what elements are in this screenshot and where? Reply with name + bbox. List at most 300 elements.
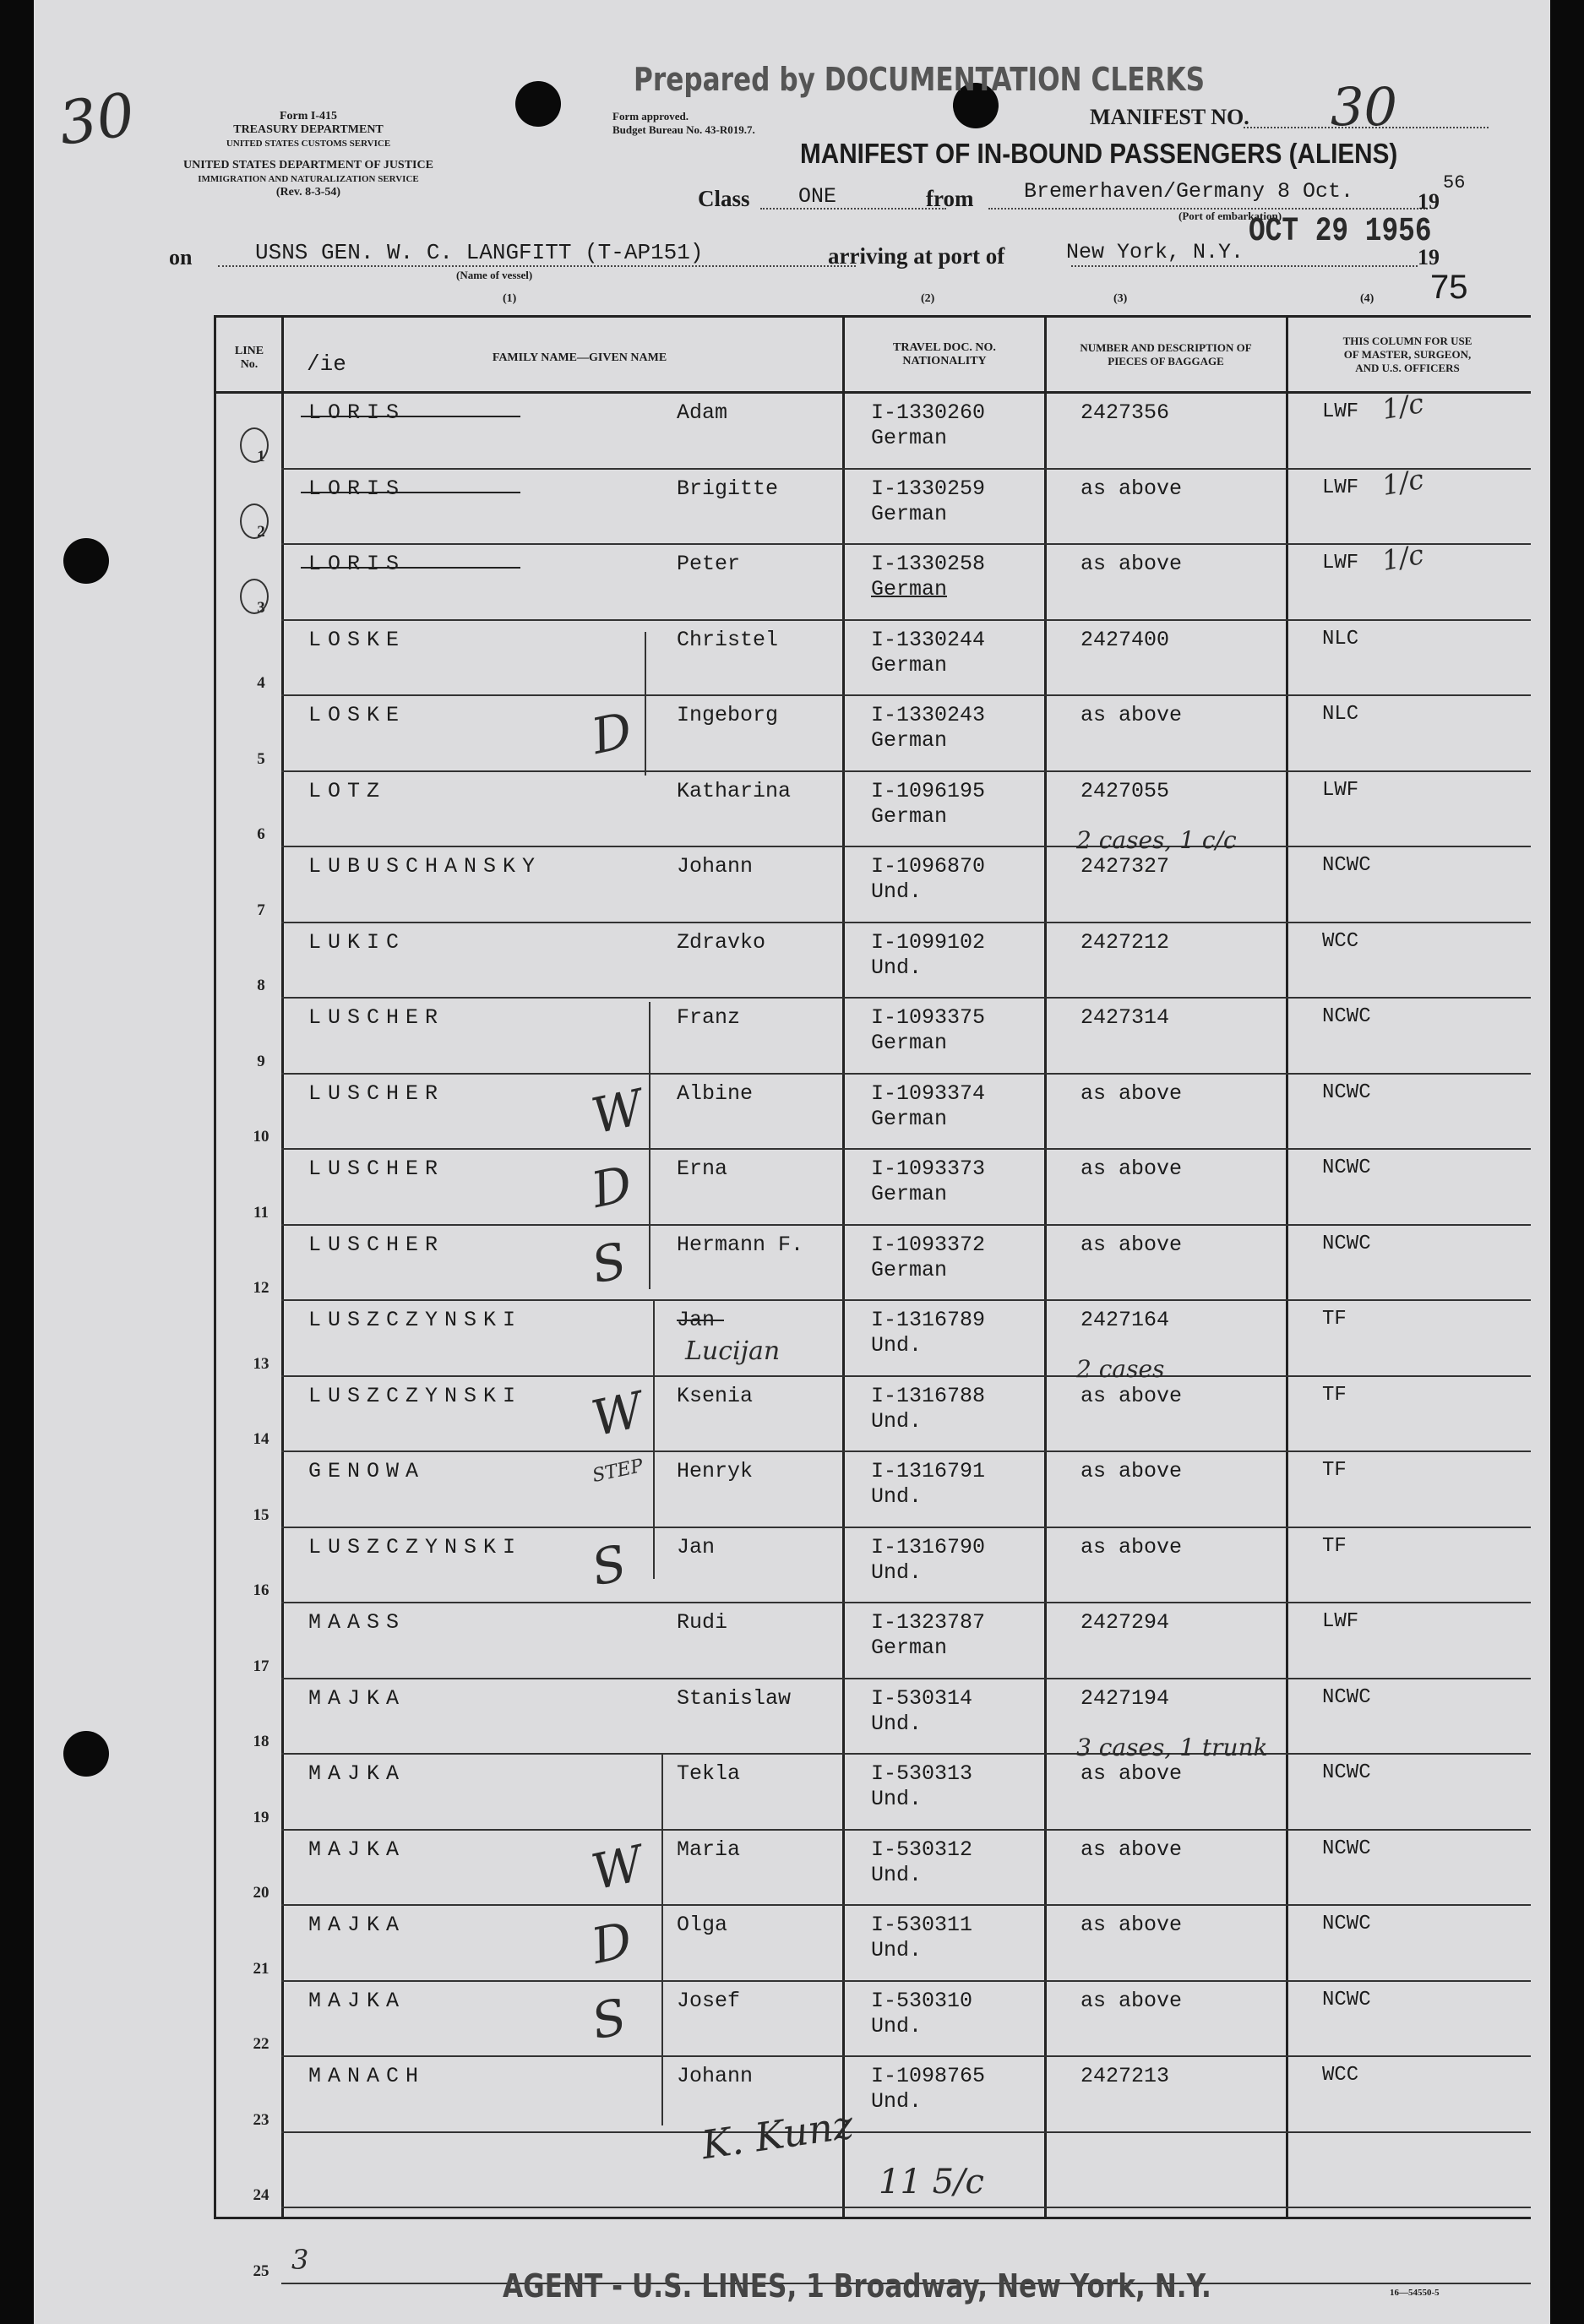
table-row (216, 1226, 1531, 1302)
handwritten-given-name: Lucijan (685, 1336, 781, 1366)
officer-code: NCWC (1322, 1685, 1371, 1709)
line-number: 17 (253, 1657, 269, 1675)
family-name: LUSZCZYNSKI (308, 1534, 523, 1559)
nationality-strike (871, 596, 947, 597)
header-officers-2: OF MASTER, SURGEON, (1343, 348, 1472, 361)
baggage: 2427164 (1080, 1308, 1170, 1332)
table-row (216, 2133, 1531, 2209)
line-number-circle (240, 579, 269, 614)
print-code: 16—54550-5 (1390, 2288, 1440, 2298)
travel-doc-number: I-530311 (871, 1913, 973, 1937)
family-name: GENOWA (308, 1459, 426, 1483)
given-name: Brigitte (677, 476, 779, 501)
table-row (216, 999, 1531, 1075)
given-name: Katharina (677, 778, 792, 803)
baggage: as above (1080, 1913, 1183, 1937)
nationality: Und. (871, 1711, 923, 1736)
travel-doc-number: I-1098765 (871, 2064, 986, 2088)
form-number: Form I-415 (279, 110, 338, 122)
strike-through (301, 567, 520, 569)
travel-doc-cell (871, 1989, 972, 2039)
nationality: German (871, 728, 948, 753)
travel-doc-cell (871, 703, 985, 754)
line-number: 20 (253, 1884, 269, 1902)
family-name: LOSKE (308, 703, 406, 727)
travel-doc-number: I-1330258 (871, 552, 986, 576)
table-row (216, 1301, 1531, 1383)
baggage: as above (1080, 1988, 1183, 2013)
family-name: MAASS (308, 1610, 406, 1635)
baggage: as above (1080, 1080, 1183, 1106)
family-name: LUSZCZYNSKI (308, 1308, 523, 1332)
form-ins: IMMIGRATION AND NATURALIZATION SERVICE (198, 174, 419, 184)
baggage: as above (1080, 1761, 1183, 1786)
travel-doc-number: I-530314 (871, 1685, 973, 1711)
header-officers-3: AND U.S. OFFICERS (1355, 362, 1460, 374)
baggage: as above (1080, 1837, 1183, 1862)
travel-doc-number: I-1096195 (871, 778, 986, 803)
nationality: Und. (871, 1408, 923, 1434)
table-row (216, 772, 1531, 854)
year-suffix: 56 (1443, 172, 1466, 193)
line-number: 3 (257, 598, 265, 617)
travel-doc-number: I-530312 (871, 1837, 973, 1862)
family-name: MAJKA (308, 1913, 406, 1937)
baggage: as above (1080, 703, 1183, 727)
manifest-page (34, 0, 1550, 2324)
nationality: German (871, 1182, 948, 1206)
handwritten-family-mark: W (586, 1834, 649, 1901)
travel-doc-cell (871, 1837, 972, 1888)
line-number: 13 (253, 1354, 269, 1373)
given-name: Tekla (677, 1761, 741, 1786)
strike-through (301, 416, 520, 417)
travel-doc-number: I-1099102 (871, 929, 986, 955)
line-number: 23 (253, 2110, 269, 2129)
form-block-2 (161, 159, 456, 199)
header-officers-1: THIS COLUMN FOR USE (1342, 335, 1472, 347)
table-row (216, 387, 1531, 470)
strike-through (301, 492, 520, 493)
line-number: 14 (253, 1430, 269, 1448)
arriving-label: arriving at port of (828, 243, 1005, 269)
family-name: MAJKA (308, 1761, 406, 1786)
line-number: 8 (257, 977, 265, 994)
nationality: German (871, 1106, 948, 1131)
travel-doc-number: I-1316791 (871, 1459, 986, 1483)
travel-doc-cell (871, 2064, 985, 2114)
travel-doc-cell (871, 1761, 972, 1812)
header-baggage-2: PIECES OF BAGGAGE (1108, 355, 1224, 367)
nationality: Und. (871, 2089, 923, 2114)
officer-code: NCWC (1322, 1913, 1371, 1935)
col-num-3: (3) (1113, 292, 1128, 305)
given-name: Johann (677, 2064, 754, 2088)
line-number-circle (240, 503, 269, 539)
form-approved-line2: Budget Bureau No. 43-R019.7. (612, 123, 755, 136)
family-name: LUSCHER (308, 1080, 445, 1106)
officer-code: NCWC (1322, 1988, 1371, 2011)
table-row (216, 1906, 1531, 1982)
header-doc-2: NATIONALITY (902, 355, 987, 367)
travel-doc-cell (871, 779, 985, 830)
family-name: LORIS (308, 476, 406, 501)
travel-doc-cell (871, 400, 985, 451)
form-approved (612, 110, 755, 137)
travel-doc-number: I-1316789 (871, 1308, 986, 1332)
given-name: Ingeborg (677, 703, 779, 727)
punch-hole-top-left (515, 81, 561, 127)
given-name: Jan (677, 1308, 716, 1332)
nationality: Und. (871, 2013, 923, 2038)
table-row (216, 1755, 1531, 1831)
handwritten-family-mark: W (586, 1380, 649, 1447)
family-name: LUSCHER (308, 1157, 445, 1181)
line-number: 16 (253, 1581, 269, 1599)
baggage: 2427055 (1080, 778, 1170, 803)
handwritten-family-mark: S (586, 1533, 632, 1597)
table-row (216, 923, 1531, 999)
officer-code: NLC (1322, 627, 1359, 650)
bottom-signature: K. Kunz (699, 2101, 857, 2169)
travel-doc-number: I-1323787 (871, 1610, 986, 1635)
header-name: FAMILY NAME—GIVEN NAME (492, 351, 667, 364)
table-row (216, 538, 1531, 621)
given-name: Olga (677, 1913, 728, 1937)
class-line (760, 208, 946, 210)
handwritten-baggage-note: 3 cases, 1 trunk (1076, 1733, 1268, 1761)
nationality: German (871, 1031, 948, 1055)
officer-code: TF (1322, 1383, 1347, 1407)
handwritten-family-mark: D (586, 700, 638, 766)
officer-code: LWF (1322, 1610, 1359, 1633)
nationality: Und. (871, 1938, 923, 1962)
line-number: 18 (253, 1733, 269, 1750)
travel-doc-cell (871, 1913, 972, 1963)
line-number: 11 (253, 1203, 269, 1222)
line-number-circle (240, 427, 269, 463)
nationality: German (871, 652, 948, 678)
header-doc (848, 341, 1041, 368)
page-title: MANIFEST OF IN-BOUND PASSENGERS (ALIENS) (800, 138, 1398, 169)
travel-doc-cell (871, 552, 985, 602)
prepared-by-stamp: Prepared by DOCUMENTATION CLERKS (634, 61, 1206, 98)
line-number: 19 (253, 1808, 269, 1826)
travel-doc-number: I-1093372 (871, 1232, 986, 1257)
travel-doc-cell (871, 628, 985, 678)
officer-code: TF (1322, 1459, 1347, 1482)
handwritten-family-mark: D (586, 1154, 638, 1220)
handwritten-officer-mark: 1/c (1380, 538, 1426, 577)
officer-code: TF (1322, 1534, 1347, 1558)
baggage: 2427212 (1080, 929, 1170, 955)
year-prefix-2: 19 (1418, 245, 1440, 269)
travel-doc-cell (871, 930, 985, 981)
header-line-no (220, 345, 279, 372)
arriving-port: New York, N.Y. (1066, 240, 1244, 264)
officer-code: NCWC (1322, 1761, 1371, 1784)
travel-doc-cell (871, 1081, 985, 1132)
baggage: 2427314 (1080, 1005, 1170, 1030)
handwritten-officer-mark: 1/c (1380, 462, 1426, 502)
given-name: Adam (677, 400, 728, 425)
given-name: Johann (677, 854, 754, 879)
table-row (216, 1528, 1531, 1604)
form-dept-justice: UNITED STATES DEPARTMENT OF JUSTICE (183, 159, 433, 171)
family-bracket-luscher (649, 1002, 650, 1289)
baggage: as above (1080, 1383, 1183, 1408)
given-name: Hermann F. (677, 1232, 804, 1257)
manifest-no-label: MANIFEST NO. (1090, 105, 1249, 129)
family-name: MANACH (308, 2064, 426, 2088)
nationality: Und. (871, 1787, 923, 1811)
on-label: on (169, 245, 193, 269)
nationality: German (871, 577, 948, 601)
travel-doc-number: I-1330260 (871, 400, 986, 425)
family-name: LUBUSCHANSKY (308, 854, 542, 879)
nationality: German (871, 1636, 948, 1660)
line-number: 6 (257, 825, 265, 843)
handwritten-family-mark: S (586, 1231, 632, 1294)
officer-code: NCWC (1322, 854, 1371, 877)
bottom-left-mark: 3 (291, 2244, 309, 2276)
officer-code: NLC (1322, 703, 1359, 726)
family-name: MAJKA (308, 1685, 406, 1711)
table-row (216, 847, 1531, 923)
vessel-name: USNS GEN. W. C. LANGFITT (T-AP151) (255, 240, 704, 265)
punch-hole-left-lower (63, 1731, 109, 1777)
baggage: 2427327 (1080, 854, 1170, 879)
travel-doc-cell (871, 1535, 985, 1586)
baggage: as above (1080, 1459, 1183, 1483)
travel-doc-number: I-1316788 (871, 1383, 986, 1408)
travel-doc-cell (871, 1610, 985, 1661)
header-baggage (1048, 341, 1283, 368)
travel-doc-cell (871, 1384, 985, 1434)
officer-code: LWF (1322, 778, 1359, 802)
given-name: Erna (677, 1157, 728, 1181)
given-name: Maria (677, 1837, 741, 1862)
handwritten-baggage-note: 2 cases, 1 c/c (1076, 825, 1237, 854)
baggage: as above (1080, 1232, 1183, 1257)
header-doc-1: TRAVEL DOC. NO. (893, 341, 996, 354)
table-row (216, 1982, 1531, 2058)
given-name: Henryk (677, 1459, 754, 1483)
baggage: 2427356 (1080, 400, 1170, 425)
line-number: 9 (257, 1052, 265, 1070)
line-number: 25 (253, 2261, 269, 2280)
travel-doc-cell (871, 476, 985, 527)
table-row (216, 1603, 1531, 1679)
port-embarkation-label: (Port of embarkation) (1178, 210, 1282, 222)
travel-doc-number: I-530313 (871, 1761, 973, 1786)
nationality: Und. (871, 1333, 923, 1358)
table-row (216, 696, 1531, 772)
table-row (216, 1452, 1531, 1528)
officer-code: NCWC (1322, 1837, 1371, 1860)
class-value: ONE (798, 184, 837, 209)
family-bracket-luszczynski (653, 1300, 655, 1579)
baggage: 2427400 (1080, 627, 1170, 652)
passenger-table (214, 315, 1531, 2280)
col-num-2: (2) (921, 292, 935, 305)
nationality: Und. (871, 879, 923, 904)
page-mark: 75 (1430, 269, 1468, 306)
from-label: from (926, 186, 974, 211)
table-row (216, 1150, 1531, 1226)
travel-doc-number: I-1096870 (871, 854, 986, 879)
form-approved-line1: Form approved. (612, 110, 689, 122)
handwritten-family-mark: W (586, 1078, 649, 1145)
travel-doc-cell (871, 1686, 972, 1737)
officer-code: LWF (1322, 552, 1359, 574)
table-row (216, 1679, 1531, 1761)
travel-doc-cell (871, 1308, 985, 1358)
family-bracket-loske (645, 632, 646, 776)
baggage: 2427213 (1080, 2064, 1170, 2088)
baggage: 2427194 (1080, 1685, 1170, 1711)
from-value: Bremerhaven/Germany 8 Oct. (1024, 179, 1354, 204)
given-name: Jan (677, 1534, 716, 1559)
header-officers (1289, 335, 1526, 375)
handwritten-family-mark: STEP (591, 1455, 645, 1488)
given-name: Rudi (677, 1610, 728, 1635)
officer-code: TF (1322, 1308, 1347, 1331)
travel-doc-number: I-1316790 (871, 1534, 986, 1559)
family-name: LUSCHER (308, 1005, 445, 1030)
line-number: 10 (253, 1128, 269, 1146)
line-number: 21 (253, 1959, 269, 1978)
table-row (216, 1377, 1531, 1453)
baggage: as above (1080, 476, 1183, 501)
col-num-4: (4) (1360, 292, 1374, 305)
handwritten-family-mark: S (586, 1987, 632, 2050)
nationality: German (871, 1257, 948, 1282)
form-service: UNITED STATES CUSTOMS SERVICE (226, 139, 391, 149)
arrival-date-stamp: OCT 29 1956 (1249, 213, 1432, 251)
baggage: as above (1080, 1534, 1183, 1559)
family-bracket-majka (661, 1754, 663, 2125)
family-name: MAJKA (308, 1837, 406, 1862)
baggage: as above (1080, 1157, 1183, 1181)
header-baggage-1: NUMBER AND DESCRIPTION OF (1080, 341, 1252, 354)
baggage: as above (1080, 552, 1183, 576)
travel-doc-number: I-1330244 (871, 627, 986, 652)
nationality: Und. (871, 955, 923, 980)
year-prefix: 19 (1418, 189, 1440, 214)
header-line-no-2: No. (240, 358, 259, 371)
travel-doc-cell (871, 1459, 985, 1510)
travel-doc-cell (871, 854, 985, 905)
travel-doc-cell (871, 1233, 985, 1283)
vessel-line (218, 265, 856, 267)
officer-code: NCWC (1322, 1080, 1371, 1104)
margin-note: 30 (54, 79, 139, 159)
vessel-label: (Name of vessel) (456, 269, 533, 281)
travel-doc-number: I-1330259 (871, 476, 986, 501)
handwritten-family-mark: D (586, 1910, 638, 1976)
travel-doc-number: I-1093375 (871, 1005, 986, 1030)
table-row (216, 621, 1531, 697)
given-name: Christel (677, 627, 779, 652)
nationality: German (871, 803, 948, 829)
handwritten-baggage-note: 2 cases (1076, 1355, 1165, 1383)
given-name: Josef (677, 1988, 741, 2013)
line-number: 2 (257, 523, 265, 541)
family-name: LOTZ (308, 778, 387, 803)
nationality: Und. (871, 1484, 923, 1509)
line-number: 5 (257, 749, 265, 768)
given-name: Stanislaw (677, 1685, 792, 1711)
officer-code: NCWC (1322, 1232, 1371, 1255)
header-name-note: /ie (307, 351, 346, 377)
family-name: LOSKE (308, 627, 406, 652)
class-label: Class (698, 186, 750, 211)
travel-doc-number: I-1093374 (871, 1080, 986, 1106)
given-name-strike (677, 1320, 724, 1321)
officer-code: NCWC (1322, 1005, 1371, 1028)
agent-stamp: AGENT - U.S. LINES, 1 Broadway, New York, N.Y. (503, 2267, 1211, 2305)
travel-doc-number: I-530310 (871, 1988, 973, 2013)
travel-doc-cell (871, 1005, 985, 1056)
given-name: Peter (677, 552, 741, 576)
officer-code: LWF (1322, 400, 1359, 423)
line-number: 4 (257, 674, 265, 692)
given-name: Zdravko (677, 929, 766, 955)
table-row (216, 2057, 1531, 2133)
manifest-no-value: 30 (1331, 76, 1397, 138)
family-name: LORIS (308, 552, 406, 576)
form-rev: (Rev. 8-3-54) (275, 186, 341, 199)
given-name: Ksenia (677, 1383, 754, 1408)
line-number: 15 (253, 1505, 269, 1524)
baggage: 2427294 (1080, 1610, 1170, 1635)
table-row (216, 1075, 1531, 1151)
nationality: German (871, 501, 948, 526)
table-row (216, 1831, 1531, 1907)
family-name: LUKIC (308, 929, 406, 955)
form-dept: TREASURY DEPARTMENT (233, 123, 384, 136)
officer-code: WCC (1322, 2064, 1359, 2087)
officer-code: NCWC (1322, 1157, 1371, 1179)
line-number: 24 (253, 2186, 269, 2204)
officer-code: LWF (1322, 476, 1359, 499)
travel-doc-number: I-1330243 (871, 703, 986, 727)
header-line-no-1: LINE (234, 345, 264, 357)
travel-doc-number: I-1093373 (871, 1157, 986, 1181)
bottom-note: 11 5/c (879, 2163, 984, 2202)
handwritten-officer-mark: 1/c (1380, 387, 1426, 426)
line-number: 1 (257, 447, 265, 465)
table-row (216, 462, 1531, 546)
line-number: 22 (253, 2035, 269, 2053)
given-name: Albine (677, 1080, 754, 1106)
nationality: Und. (871, 1559, 923, 1585)
family-name: LORIS (308, 400, 406, 425)
port-line (1071, 265, 1418, 267)
line-number: 7 (257, 901, 265, 919)
family-name: MAJKA (308, 1988, 406, 2013)
form-block (173, 110, 444, 150)
family-name: LUSZCZYNSKI (308, 1383, 523, 1408)
nationality: German (871, 426, 948, 450)
officer-code: WCC (1322, 929, 1359, 953)
punch-hole-left-upper (63, 538, 109, 584)
nationality: Und. (871, 1862, 923, 1887)
given-name: Franz (677, 1005, 741, 1030)
family-name: LUSCHER (308, 1232, 445, 1257)
travel-doc-cell (871, 1157, 985, 1207)
